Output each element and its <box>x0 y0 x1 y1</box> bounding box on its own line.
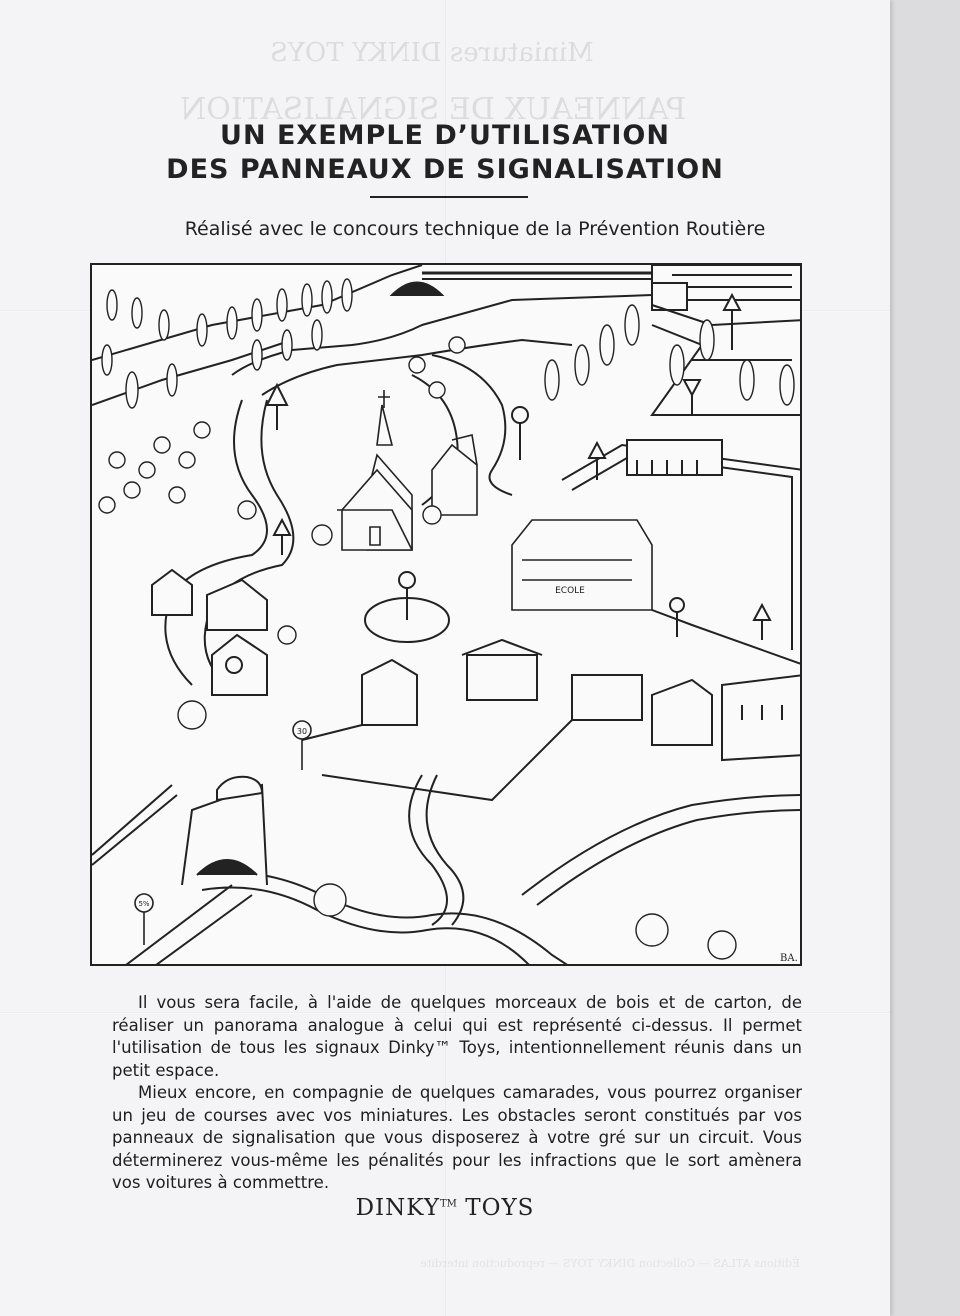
intro-paragraph: Il vous sera facile, à l'aide de quelques morceaux de bois et de carton, de réaliser un panorama analogue à celui qui est représenté ci-dessus. Il permet l'utilisation de tous les signaux Dinky™ Toys, intentionnellement réunis dans un petit espace. <box>112 993 802 1080</box>
house <box>572 675 642 720</box>
road-sign <box>135 894 153 945</box>
bleed-through-text: Miniatures DINKY TOYS <box>270 38 594 68</box>
prohibition-sign <box>670 598 684 612</box>
house <box>362 660 417 725</box>
tunnel-entrance <box>392 283 442 296</box>
speed-sign-label: 30 <box>296 727 308 736</box>
yield-sign <box>684 380 700 395</box>
warning-sign <box>267 385 287 405</box>
school-gate <box>627 440 722 475</box>
page-title-line1: UN EXEMPLE D’UTILISATION <box>220 120 670 151</box>
game-paragraph: Mieux encore, en compagnie de quelques camarades, vous pourrez organiser un jeu de courses avec vos miniatures. Les obstacles seront constitués par vos panneaux de signalisation que vous disposerez à votre gré sur un circuit. Vous déterminerez vous-même les pénalités pour les infractions que le sort amènera vos voitures à commettre. <box>112 1083 802 1192</box>
brand-suffix: TOYS <box>465 1195 535 1221</box>
house <box>207 580 267 630</box>
no-entry-sign <box>226 657 242 673</box>
house <box>152 570 192 615</box>
brand-name: DINKY <box>355 1195 441 1221</box>
brand-logo <box>300 1195 590 1221</box>
roundabout-sign <box>399 572 415 588</box>
page-subtitle: Réalisé avec le concours technique de la Prévention Routière <box>184 218 766 240</box>
house <box>467 655 537 700</box>
brand-trademark: TM <box>440 1198 457 1210</box>
page-title-line2: DES PANNEAUX DE SIGNALISATION <box>166 154 724 185</box>
bleed-through-text: Éditions ATLAS — Collection DINKY TOYS — reproduction interdite <box>420 1257 800 1270</box>
town-layout-drawing <box>92 265 802 966</box>
house <box>432 435 477 515</box>
field-fence <box>302 720 572 800</box>
artist-signature: BA. <box>780 953 798 964</box>
road-sign <box>293 721 311 770</box>
school-building <box>512 520 652 610</box>
church <box>337 390 412 550</box>
gradient-sign-label: 5% <box>138 900 150 908</box>
school-label: ECOLE <box>555 586 585 596</box>
warning-sign <box>589 443 605 458</box>
house <box>652 680 712 745</box>
warning-sign <box>274 520 290 535</box>
bleed-through-text: PANNEAUX DE SIGNALISATION <box>180 92 687 127</box>
panorama-illustration <box>90 263 802 966</box>
river <box>202 873 572 967</box>
title-divider <box>370 196 528 198</box>
stop-sign <box>512 407 528 423</box>
warning-sign <box>754 605 770 620</box>
